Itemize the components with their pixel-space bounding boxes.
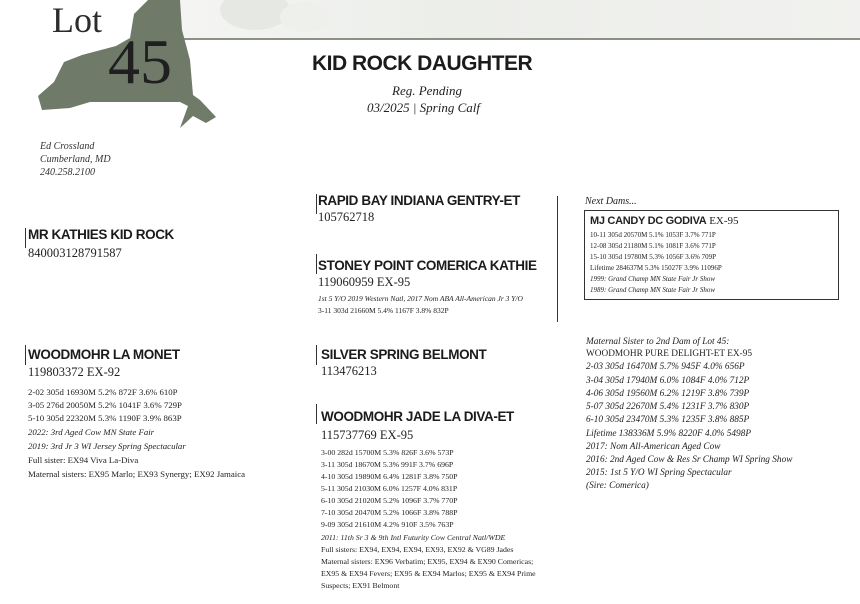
dam-dam-record: 7-10 305d 20470M 5.2% 1066F 3.8% 788P [321,508,458,517]
consignor-name: Ed Crossland [40,141,95,152]
dam-dam-record: 5-11 305d 21030M 6.0% 1257F 4.0% 831P [321,484,458,493]
sire-dam-reg: 119060959 EX-95 [318,275,411,289]
next-dam-award: 1999: Grand Champ MN State Fair Jr Show [590,275,716,283]
animal-name: KID ROCK DAUGHTER [312,52,533,75]
next-dams-label: Next Dams... [585,196,637,207]
dam-record: 2-02 305d 16930M 5.2% 872F 3.6% 610P [28,387,178,397]
pedigree-line [557,196,558,322]
maternal-sister-line: 2016: 2nd Aged Cow & Res Sr Champ WI Spring Show [586,455,793,465]
pedigree-line [25,345,26,365]
header-rule [183,38,860,40]
sire-sire-name: RAPID BAY INDIANA GENTRY-ET [318,193,520,208]
maternal-sister-line: 2017: Nom All-American Aged Cow [586,442,721,452]
consignor-location: Cumberland, MD [40,154,111,165]
dam-record: 5-10 305d 22320M 5.3% 1190F 3.9% 863P [28,413,182,423]
dam-dam-family: Full sisters: EX94, EX94, EX94, EX93, EX92 & VG89 Jades [321,545,514,554]
maternal-sister-line: 6-10 305d 23470M 5.3% 1235F 3.8% 885P [586,415,750,425]
lot-number: 45 [108,26,172,97]
registration-status: Reg. Pending [392,83,463,98]
dam-dam-family: Maternal sisters: EX96 Verbatim; EX95, EX94 & EX90 Comericas; [321,557,534,566]
dam-dam-award: 2011: 11th Sr 3 & 9th Intl Futurity Cow Central Natl/WDE [321,533,506,542]
dam-sire-name: SILVER SPRING BELMONT [321,347,487,362]
maternal-sister-name: WOODMOHR PURE DELIGHT-ET EX-95 [586,349,753,359]
next-dam-record: 10-11 305d 20570M 5.1% 1053F 3.7% 771P [590,231,716,239]
dam-dam-family: Suspects; EX91 Belmont [321,581,400,590]
dam-dam-record: 3-00 282d 15700M 5.3% 826F 3.6% 573P [321,448,454,457]
maternal-sister-line: 2015: 1st 5 Y/O WI Spring Spectacular [586,468,732,478]
dam-dam-record: 4-10 305d 19890M 6.4% 1281F 3.8% 750P [321,472,458,481]
sire-dam-record: 3-11 303d 21660M 5.4% 1167F 3.8% 832P [318,306,449,315]
next-dam-lifetime: Lifetime 284637M 5.3% 15027F 3.9% 11096P [590,264,722,272]
sire-dam-name: STONEY POINT COMERICA KATHIE [318,258,537,273]
pedigree-line [316,254,317,274]
dam-dam-record: 6-10 305d 21020M 5.2% 1096F 3.7% 770P [321,496,458,505]
dam-record: 3-05 276d 20050M 5.2% 1041F 3.6% 729P [28,400,182,410]
maternal-sister-line: 5-07 305d 22670M 5.4% 1231F 3.7% 830P [586,402,750,412]
maternal-sister-line: 3-04 305d 17940M 6.0% 1084F 4.0% 712P [586,376,750,386]
maternal-sister-heading: Maternal Sister to 2nd Dam of Lot 45: [586,337,730,347]
dam-dam-record: 9-09 305d 21610M 4.2% 910F 3.5% 763P [321,520,454,529]
consignor-phone: 240.258.2100 [40,167,95,178]
pedigree-line [316,404,317,424]
dam-dam-family: EX95 & EX94 Fevers; EX95 & EX94 Marlos; EX95 & EX94 Prime [321,569,536,578]
next-dams-box [584,210,839,300]
header-band [180,0,860,40]
sire-name: MR KATHIES KID ROCK [28,227,174,242]
lot-label: Lot [52,0,102,40]
pedigree-line [316,345,317,365]
next-dam-award: 1989: Grand Champ MN State Fair Jr Show [590,286,716,294]
next-dam-record: 12-08 305d 21180M 5.1% 1081F 3.6% 771P [590,242,716,250]
maternal-sister-line: 2-03 305d 16470M 5.7% 945F 4.0% 656P [586,362,745,372]
dam-award: 2022: 3rd Aged Cow MN State Fair [28,427,155,437]
birth-info: 03/2025 | Spring Calf [367,100,481,115]
dam-reg: 119803372 EX-92 [28,365,121,379]
dam-dam-reg: 115737769 EX-95 [321,428,414,442]
dam-award: 2019: 3rd Jr 3 WI Jersey Spring Spectacular [28,441,186,451]
sire-dam-note: 1st 5 Y/O 2019 Western Natl, 2017 Nom ABA All-American Jr 3 Y/O [318,294,523,303]
sire-sire-reg: 105762718 [318,210,375,224]
next-dam-record: 15-10 305d 19780M 5.3% 1056F 3.6% 709P [590,253,717,261]
flower-decoration [280,2,330,32]
dam-dam-record: 3-11 305d 18670M 5.3% 991F 3.7% 696P [321,460,454,469]
dam-family: Full sister: EX94 Viva La-Diva [28,455,139,465]
dam-sire-reg: 113476213 [321,364,377,378]
dam-family: Maternal sisters: EX95 Marlo; EX93 Synergy; EX92 Jamaica [28,469,246,479]
next-dam-name: MJ CANDY DC GODIVA [590,215,707,227]
maternal-sister-line: Lifetime 138336M 5.9% 8220F 4.0% 5498P [586,429,752,439]
dam-name: WOODMOHR LA MONET [28,347,180,362]
dam-dam-name: WOODMOHR JADE LA DIVA-ET [321,409,514,424]
next-dam-title [590,215,739,227]
sire-reg: 840003128791587 [28,246,122,260]
maternal-sister-line: 4-06 305d 19560M 6.2% 1219F 3.8% 739P [586,389,750,399]
pedigree-line [25,228,26,248]
next-dam-score: EX-95 [706,215,739,227]
maternal-sister-line: (Sire: Comerica) [586,481,649,491]
pedigree-line [316,194,317,214]
